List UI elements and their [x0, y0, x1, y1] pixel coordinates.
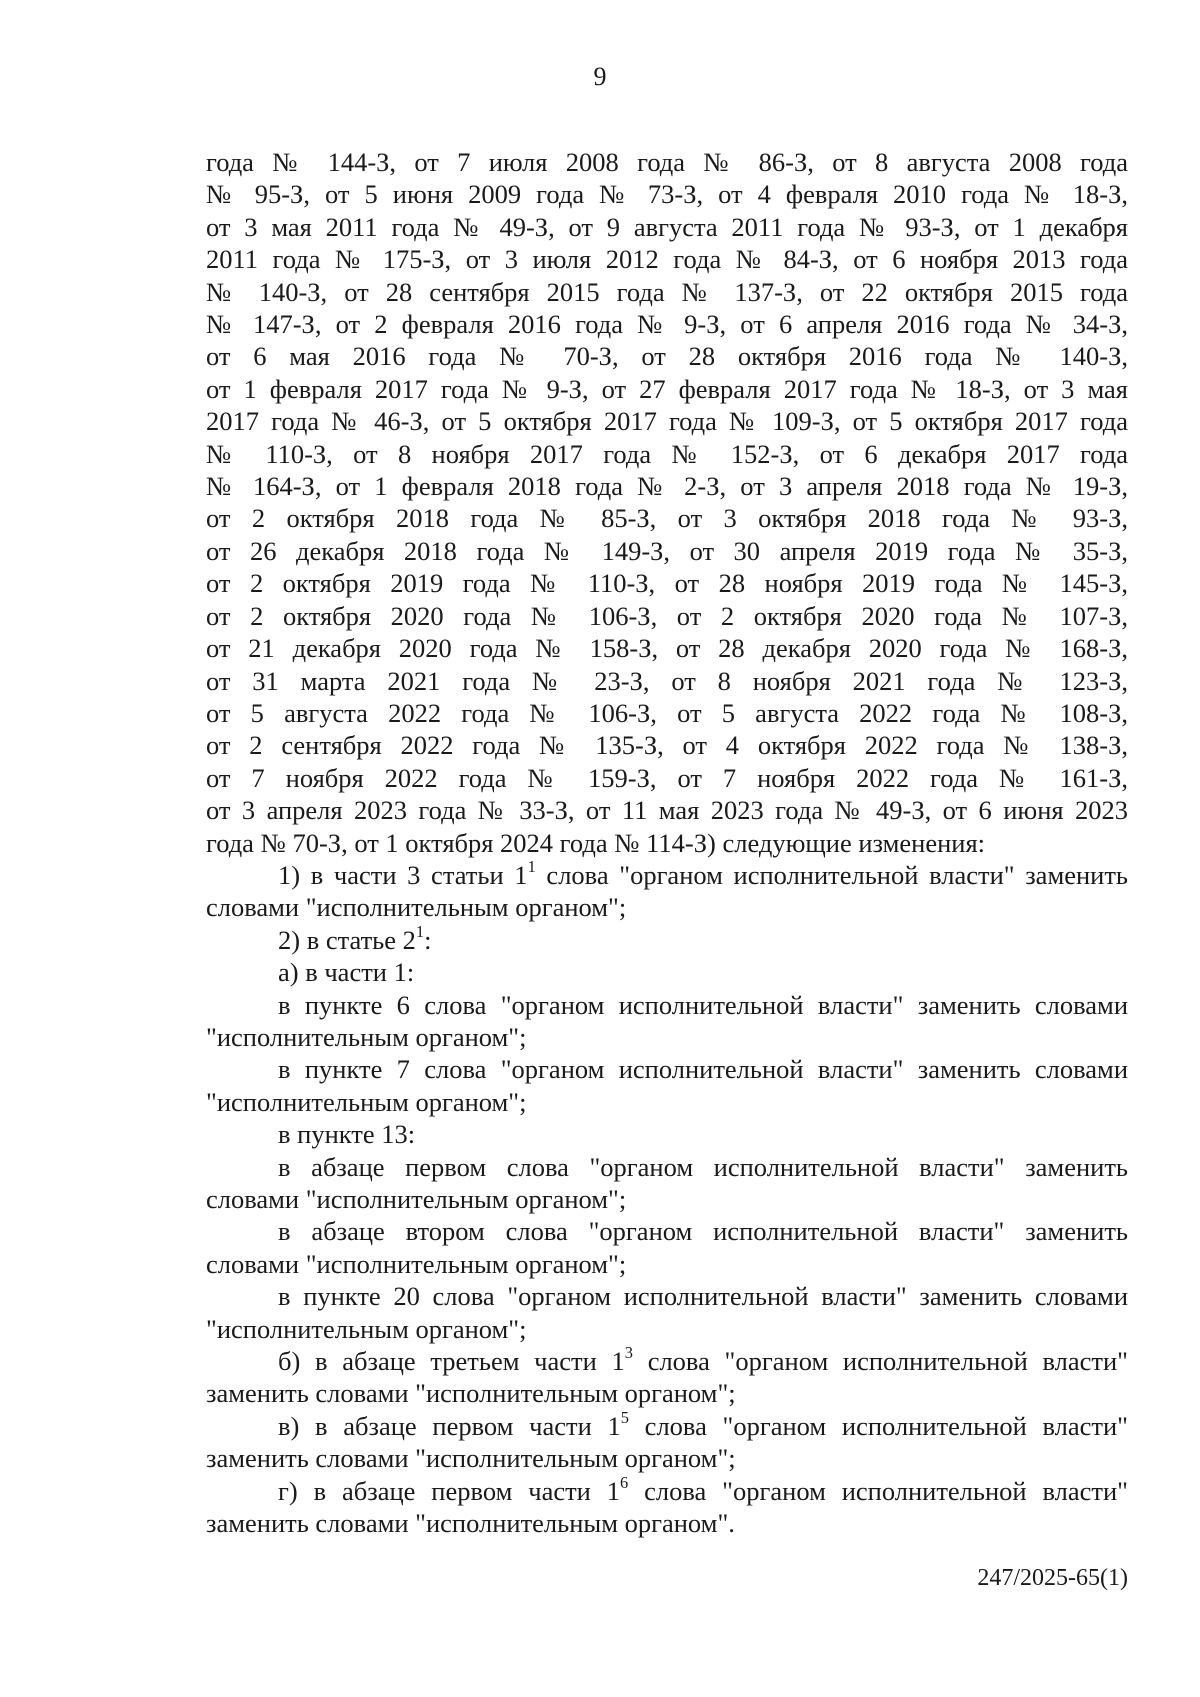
text-line: от 5 августа 2022 года № 106-З, от 5 августа 2022 года № 108-З,	[206, 697, 1128, 728]
document-body	[206, 146, 1128, 1539]
text-line: № 110-З, от 8 ноября 2017 года № 152-З, от 6 декабря 2017 года	[206, 438, 1128, 469]
point-7-paragraph: в пункте 7 слова "органом исполнительной власти" заменить словами "исполнительным органом";	[206, 1054, 1128, 1117]
text-line: от 26 декабря 2018 года № 149-З, от 30 апреля 2019 года № 35-З,	[206, 535, 1128, 566]
point-20-paragraph: в пункте 20 слова "органом исполнительной власти" заменить словами "исполнительным органом";	[206, 1281, 1128, 1344]
text-line: от 6 мая 2016 года № 70-З, от 28 октября 2016 года № 140-З,	[206, 341, 1128, 372]
subitem-b: б) в абзаце третьем части $1^3$ слова "органом исполнительной власти" заменить словами "исполнительным органом";	[206, 1343, 1128, 1409]
page-number: 9	[593, 62, 607, 91]
text-line: от 2 сентября 2022 года № 135-З, от 4 октября 2022 года № 138-З,	[206, 730, 1128, 761]
text-line: 2017 года № 46-З, от 5 октября 2017 года № 109-З, от 5 октября 2017 года	[206, 406, 1128, 437]
text-line: от 2 октября 2018 года № 85-З, от 3 октября 2018 года № 93-З,	[206, 503, 1128, 534]
subitem-v: в) в абзаце первом части $1^5$ слова "органом исполнительной власти" заменить словами "исполнительным органом";	[206, 1408, 1128, 1474]
amendment-list-paragraph	[206, 146, 1128, 859]
paragraph-first-change: в абзаце первом слова "органом исполнительной власти" заменить словами "исполнительным органом";	[206, 1151, 1128, 1214]
subitem-g: г) в абзаце первом части $1^6$ слова "органом исполнительной власти" заменить словами "исполнительным органом".	[206, 1472, 1128, 1539]
text-line: № 164-З, от 1 февраля 2018 года № 2-З, от 3 апреля 2018 года № 19-З,	[206, 471, 1128, 502]
text-line: от 31 марта 2021 года № 23-З, от 8 ноября 2021 года № 123-З,	[206, 665, 1128, 696]
paragraph-second-change: в абзаце втором слова "органом исполнительной власти" заменить словами "исполнительным органом";	[206, 1216, 1128, 1279]
text-line: 2011 года № 175-З, от 3 июля 2012 года № 84-З, от 6 ноября 2013 года	[206, 244, 1128, 275]
text-line: года № 144-З, от 7 июля 2008 года № 86-З, от 8 августа 2008 года	[206, 147, 1128, 177]
text-line: от 7 ноября 2022 года № 159-З, от 7 ноября 2022 года № 161-З,	[206, 762, 1128, 793]
text-line: № 140-З, от 28 сентября 2015 года № 137-З, от 22 октября 2015 года	[206, 276, 1128, 307]
point-6-paragraph: в пункте 6 слова "органом исполнительной власти" заменить словами "исполнительным органом";	[206, 989, 1128, 1052]
text-line: № 147-З, от 2 февраля 2016 года № 9-З, от 6 апреля 2016 года № 34-З,	[206, 309, 1128, 340]
item-1: 1) в части 3 статьи $1^1$ слова "органом исполнительной власти" заменить словами "исполнительным органом";	[206, 857, 1129, 923]
text-line: от 2 октября 2019 года № 110-З, от 28 ноября 2019 года № 145-З,	[206, 568, 1128, 599]
item-2: 2) в статье $2^1$:	[278, 921, 432, 955]
text-line: года № 70-З, от 1 октября 2024 года № 114-З) следующие изменения:	[206, 827, 986, 858]
subitem-a: а) в части 1:	[278, 957, 415, 988]
text-line: от 3 мая 2011 года № 49-З, от 9 августа 2011 года № 93-З, от 1 декабря	[206, 211, 1128, 242]
text-line: от 1 февраля 2017 года № 9-З, от 27 февраля 2017 года № 18-З, от 3 мая	[206, 373, 1128, 404]
text-line: № 95-З, от 5 июня 2009 года № 73-З, от 4 февраля 2010 года № 18-З,	[206, 179, 1128, 210]
point-13-paragraph: в пункте 13:	[278, 1119, 416, 1150]
text-line: от 3 апреля 2023 года № 33-З, от 11 мая 2023 года № 49-З, от 6 июня 2023	[206, 795, 1128, 826]
text-line: от 2 октября 2020 года № 106-З, от 2 октября 2020 года № 107-З,	[206, 600, 1128, 631]
text-line: от 21 декабря 2020 года № 158-З, от 28 декабря 2020 года № 168-З,	[206, 633, 1128, 664]
document-id: 247/2025-65(1)	[977, 1565, 1128, 1591]
